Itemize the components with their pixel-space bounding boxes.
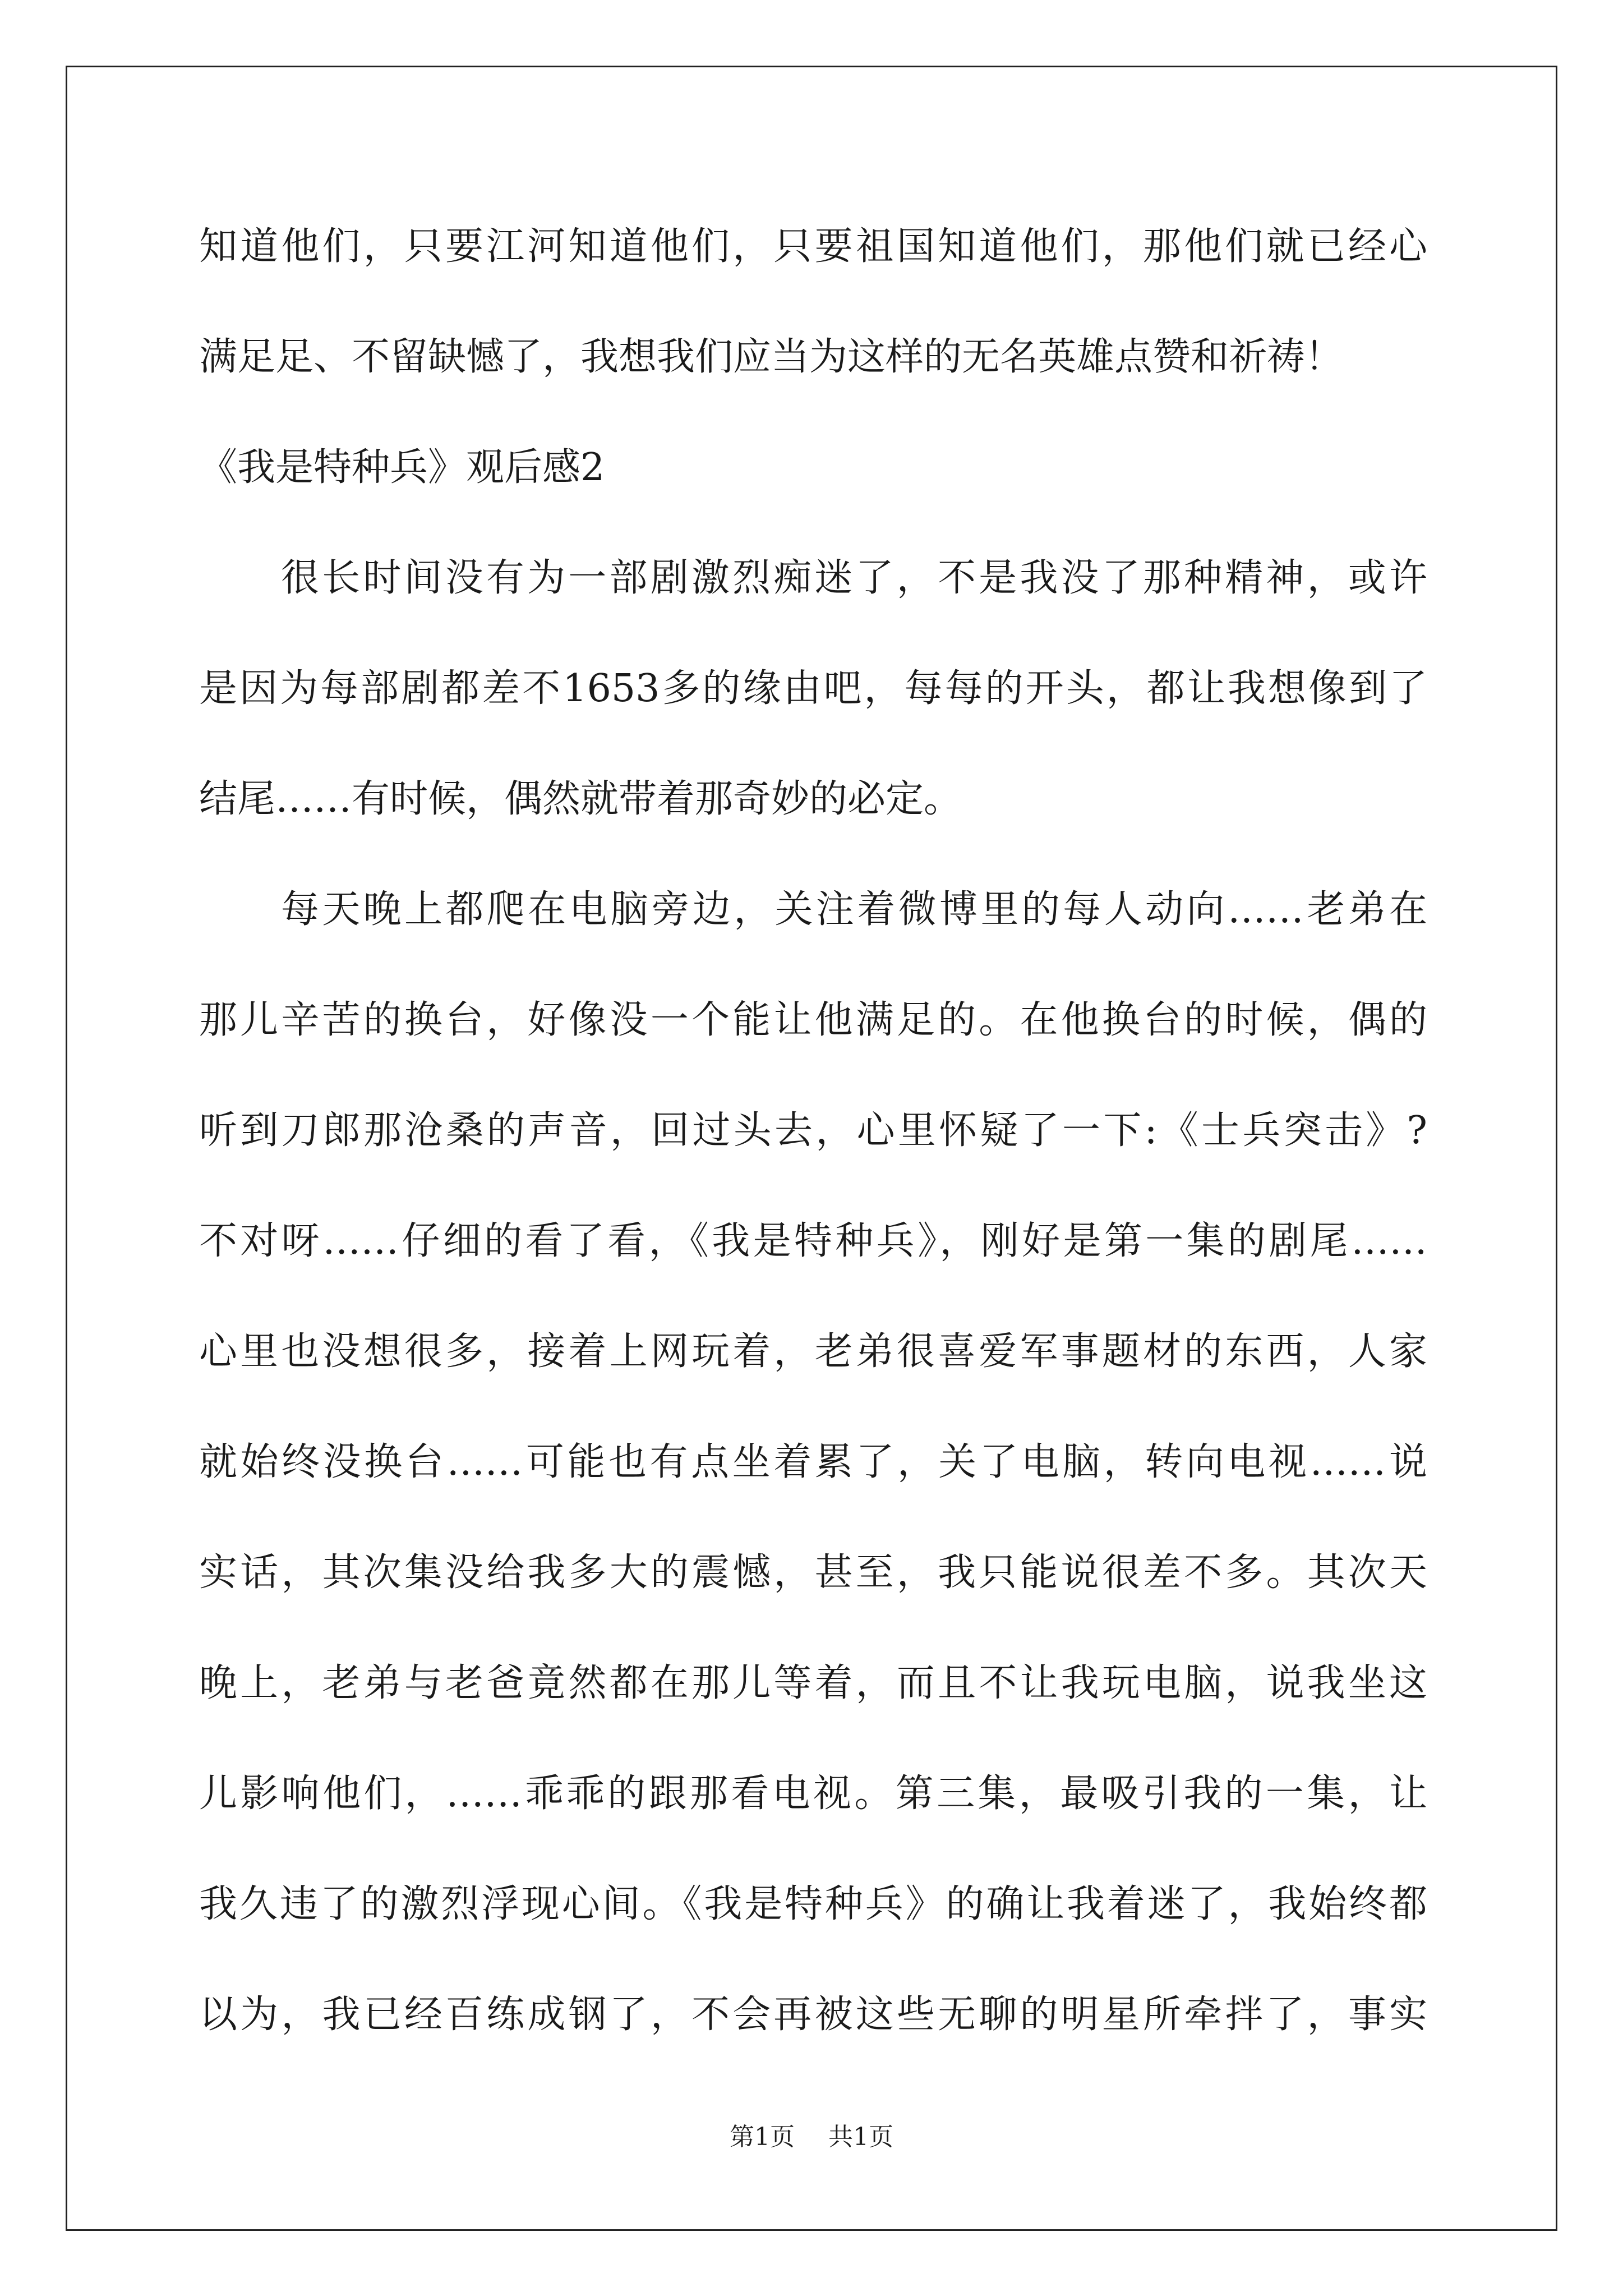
text-line: 每天晚上都爬在电脑旁边，关注着微博里的每人动向……老弟在 (281, 887, 1427, 932)
text-line: 晚上，老弟与老爸竟然都在那儿等着，而且不让我玩电脑，说我坐这 (199, 1661, 1427, 1705)
text-line: 那儿辛苦的换台，好像没一个能让他满足的。在他换台的时候，偶的 (199, 998, 1427, 1042)
section-heading: 《我是特种兵》观后感2 (199, 445, 605, 490)
text-line: 很长时间没有为一部剧激烈痴迷了，不是我没了那种精神，或许 (281, 556, 1427, 600)
text-line: 听到刀郎那沧桑的声音，回过头去，心里怀疑了一下:《士兵突击》? (199, 1108, 1427, 1153)
document-body (199, 205, 1427, 2083)
text-line: 儿影响他们，……乖乖的跟那看电视。第三集，最吸引我的一集，让 (199, 1772, 1427, 1816)
page-footer (0, 2120, 1623, 2154)
text-line: 结尾……有时候，偶然就带着那奇妙的必定。 (199, 777, 962, 821)
text-line: 心里也没想很多，接着上网玩着，老弟很喜爱军事题材的东西，人家 (199, 1329, 1427, 1374)
text-line: 就始终没换台……可能也有点坐着累了，关了电脑，转向电视……说 (199, 1440, 1427, 1484)
text-line: 我久违了的激烈浮现心间。《我是特种兵》的确让我着迷了，我始终都 (199, 1882, 1427, 1926)
text-line: 满足足、不留缺憾了，我想我们应当为这样的无名英雄点赞和祈祷！ (199, 335, 1344, 379)
text-line: 不对呀……仔细的看了看，《我是特种兵》，刚好是第一集的剧尾…… (199, 1219, 1427, 1263)
text-line: 是因为每部剧都差不1653多的缘由吧，每每的开头，都让我想像到了 (199, 666, 1427, 711)
page-total: 共1页 (828, 2123, 893, 2151)
page-number: 第1页 (730, 2123, 795, 2151)
text-line: 实话，其次集没给我多大的震憾，甚至，我只能说很差不多。其次天 (199, 1550, 1427, 1595)
text-line: 以为，我已经百练成钢了，不会再被这些无聊的明星所牵拌了，事实 (199, 1993, 1427, 2037)
text-line: 知道他们，只要江河知道他们，只要祖国知道他们，那他们就已经心 (199, 224, 1427, 269)
